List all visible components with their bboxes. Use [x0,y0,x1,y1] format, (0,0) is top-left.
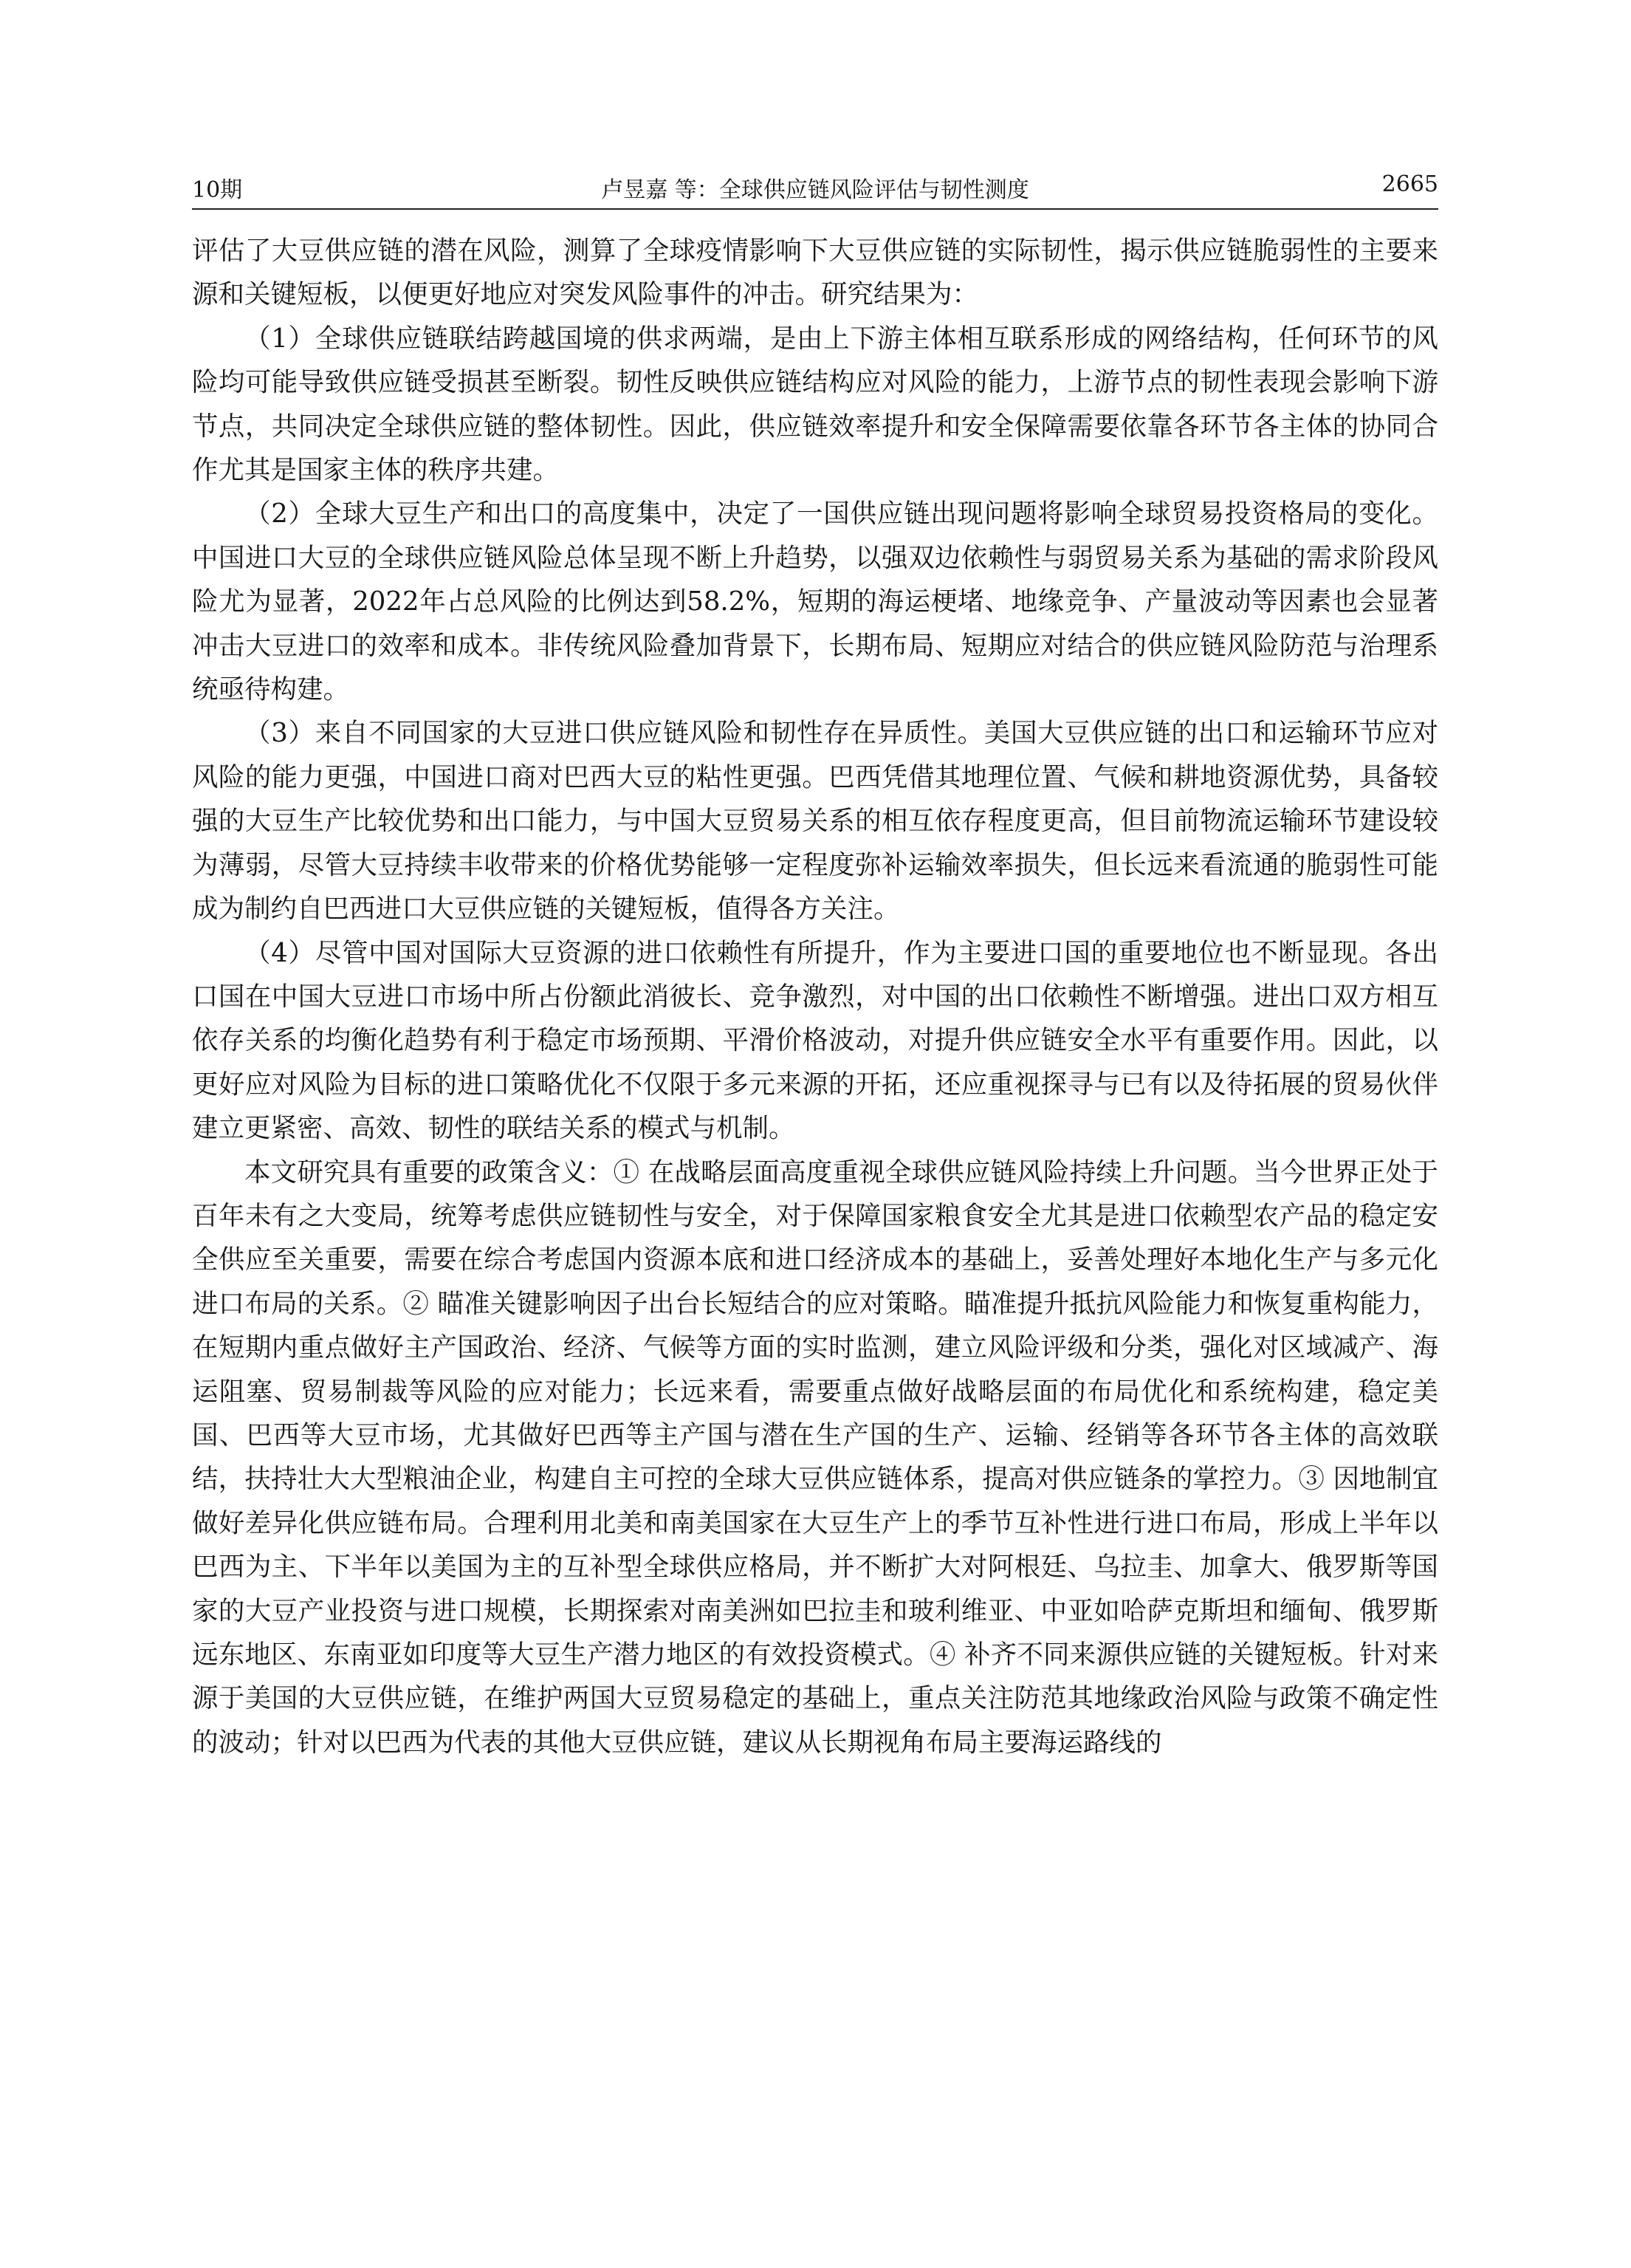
paragraph-policy-implications: 本文研究具有重要的政策含义：① 在战略层面高度重视全球供应链风险持续上升问题。当今世界正处于百年未有之大变局，统筹考虑供应链韧性与安全，对于保障国家粮食安全尤其是进口依赖型农产品的稳定安全供应至关重要，需要在综合考虑国内资源本底和进口经济成本的基础上，妥善处理好本地化生产与多元化进口布局的关系。② 瞄准关键影响因子出台长短结合的应对策略。瞄准提升抵抗风险能力和恢复重构能力，在短期内重点做好主产国政治、经济、气候等方面的实时监测，建立风险评级和分类，强化对区域减产、海运阻塞、贸易制裁等风险的应对能力；长远来看，需要重点做好战略层面的布局优化和系统构建，稳定美国、巴西等大豆市场，尤其做好巴西等主产国与潜在生产国的生产、运输、经销等各环节各主体的高效联结，扶持壮大大型粮油企业，构建自主可控的全球大豆供应链体系，提高对供应链条的掌控力。③ 因地制宜做好差异化供应链布局。合理利用北美和南美国家在大豆生产上的季节互补性进行进口布局，形成上半年以巴西为主、下半年以美国为主的互补型全球供应格局，并不断扩大对阿根廷、乌拉圭、加拿大、俄罗斯等国家的大豆产业投资与进口规模，长期探索对南美洲如巴拉圭和玻利维亚、中亚如哈萨克斯坦和缅甸、俄罗斯远东地区、东南亚如印度等大豆生产潜力地区的有效投资模式。④ 补齐不同来源供应链的关键短板。针对来源于美国的大豆供应链，在维护两国大豆贸易稳定的基础上，重点关注防范其地缘政治风险与政策不确定性的波动；针对以巴西为代表的其他大豆供应链，建议从长期视角布局主要海运路线的 [192,1157,1438,1758]
paragraph-finding-2: （2）全球大豆生产和出口的高度集中，决定了一国供应链出现问题将影响全球贸易投资格局的变化。中国进口大豆的全球供应链风险总体呈现不断上升趋势，以强双边依赖性与弱贸易关系为基础的需求阶段风险尤为显著，2022年占总风险的比例达到58.2%，短期的海运梗堵、地缘竞争、产量波动等因素也会显著冲击大豆进口的效率和成本。非传统风险叠加背景下，长期布局、短期应对结合的供应链风险防范与治理系统亟待构建。 [192,499,1438,705]
paragraph-finding-4: （4）尽管中国对国际大豆资源的进口依赖性有所提升，作为主要进口国的重要地位也不断显现。各出口国在中国大豆进口市场中所占份额此消彼长、竞争激烈，对中国的出口依赖性不断增强。进出口双方相互依存关系的均衡化趋势有利于稳定市场预期、平滑价格波动，对提升供应链安全水平有重要作用。因此，以更好应对风险为目标的进口策略优化不仅限于多元来源的开拓，还应重视探寻与已有以及待拓展的贸易伙伴建立更紧密、高效、韧性的联结关系的模式与机制。 [192,937,1438,1144]
paragraph-finding-1: （1）全球供应链联结跨越国境的供求两端，是由上下游主体相互联系形成的网络结构，任何环节的风险均可能导致供应链受损甚至断裂。韧性反映供应链结构应对风险的能力，上游节点的韧性表现会影响下游节点，共同决定全球供应链的整体韧性。因此，供应链效率提升和安全保障需要依靠各环节各主体的协同合作尤其是国家主体的秩序共建。 [192,323,1438,486]
paragraph-continued: 评估了大豆供应链的潜在风险，测算了全球疫情影响下大豆供应链的实际韧性，揭示供应链脆弱性的主要来源和关键短板，以便更好地应对突发风险事件的冲击。研究结果为： [192,236,1438,310]
running-header [192,171,1438,208]
running-title: 卢昱嘉 等：全球供应链风险评估与韧性测度 [601,177,1029,203]
page-number: 2665 [1381,171,1438,197]
article-body [192,229,1438,1764]
issue-number: 10期 [192,177,243,203]
paragraph-finding-3: （3）来自不同国家的大豆进口供应链风险和韧性存在异质性。美国大豆供应链的出口和运输环节应对风险的能力更强，中国进口商对巴西大豆的粘性更强。巴西凭借其地理位置、气候和耕地资源优势，具备较强的大豆生产比较优势和出口能力，与中国大豆贸易关系的相互依存程度更高，但目前物流运输环节建设较为薄弱，尽管大豆持续丰收带来的价格优势能够一定程度弥补运输效率损失，但长远来看流通的脆弱性可能成为制约自巴西进口大豆供应链的关键短板，值得各方关注。 [192,718,1438,925]
header-rule [192,208,1438,210]
